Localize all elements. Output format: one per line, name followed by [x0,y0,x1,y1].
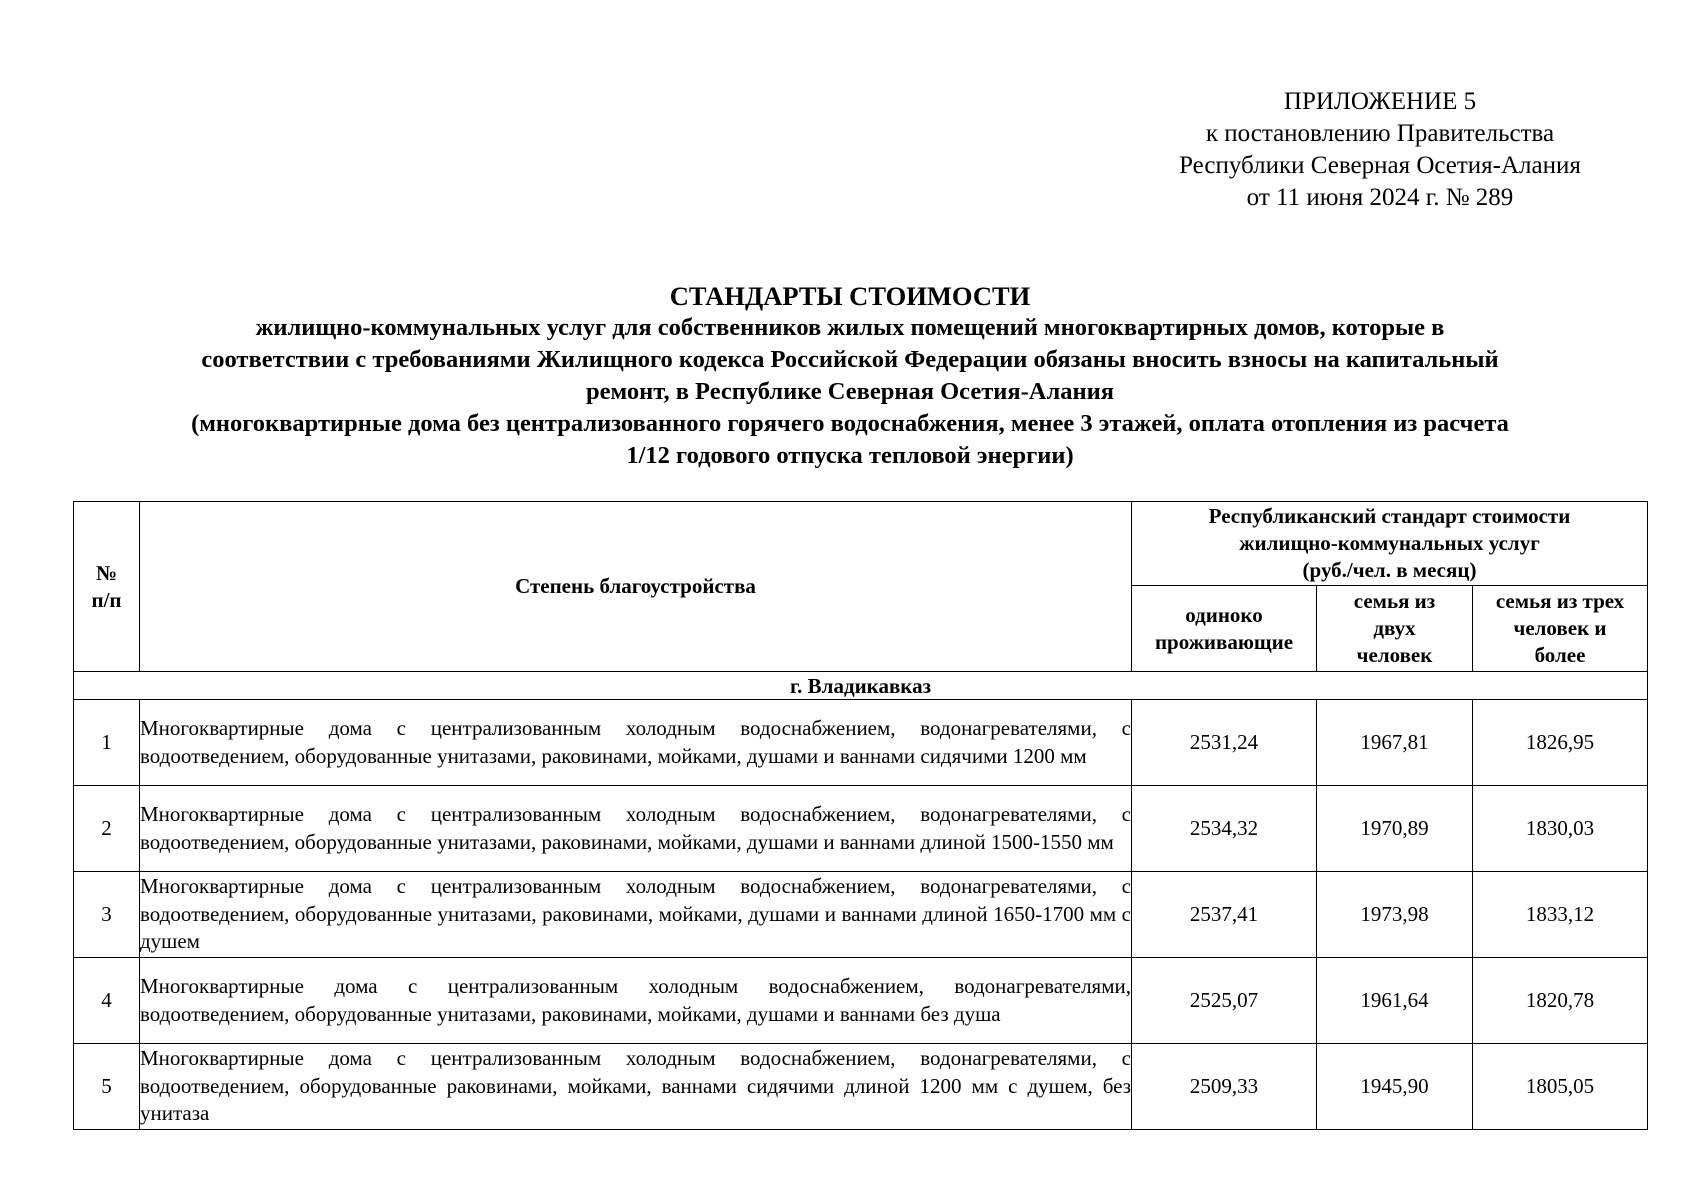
row-description: Многоквартирные дома с централизованным холодным водоснабжением, водонагревателями, с водоотведением, оборудованные раковинами, мойками, ваннами сидячими длиной 1200 мм с душем, без унитаза [140,1044,1132,1130]
region-row [74,672,1648,700]
region-label: г. Владикавказ [74,672,1648,700]
header-standard-line2: жилищно-коммунальных услуг [1239,531,1540,555]
header-number [74,502,140,672]
value-two: 1967,81 [1317,700,1473,786]
header-standard-line1: Республиканский стандарт стоимости [1208,504,1571,528]
appendix-date: от 11 июня 2024 г. № 289 [1246,184,1514,211]
header-degree: Степень благоустройства [140,502,1132,672]
table-row [74,1044,1648,1130]
value-single: 2525,07 [1132,958,1317,1044]
title-line-3: ремонт, в Республике Северная Осетия-Алания [586,378,1114,405]
header-two-line3: человек [1356,643,1433,667]
header-single [1132,586,1317,672]
appendix-reference: к постановлению Правительства [1205,120,1555,147]
row-number: 5 [74,1044,140,1130]
row-description: Многоквартирные дома с централизованным холодным водоснабжением, водонагревателями, с водоотведением, оборудованные унитазами, раковинами, мойками, душами и ваннами длиной 1500-1550 мм [140,786,1132,872]
header-two-line1: семья из [1353,589,1436,613]
value-three: 1805,05 [1473,1044,1648,1130]
header-single-line2: проживающие [1154,629,1294,654]
row-description: Многоквартирные дома с централизованным холодным водоснабжением, водонагревателями, водоотведением, оборудованные унитазами, раковинами, мойками, душами и ваннами без душа [140,958,1132,1044]
value-two: 1970,89 [1317,786,1473,872]
value-three: 1830,03 [1473,786,1648,872]
title-line-2: соответствии с требованиями Жилищного кодекса Российской Федерации обязаны вносить взносы на капитальный [201,346,1499,373]
table-row [74,700,1648,786]
row-number: 3 [74,872,140,958]
table-row [74,872,1648,958]
value-two: 1945,90 [1317,1044,1473,1130]
header-two [1317,586,1473,672]
header-standard [1132,502,1648,586]
appendix-title: ПРИЛОЖЕНИЕ 5 [1283,88,1477,115]
value-single: 2509,33 [1132,1044,1317,1130]
table-header-row [74,502,1648,586]
header-single-line1: одиноко [1185,602,1263,627]
value-two: 1973,98 [1317,872,1473,958]
title-line-1: жилищно-коммунальных услуг для собственников жилых помещений многоквартирных домов, которые в [255,314,1445,341]
document-title [60,280,1640,472]
row-number: 2 [74,786,140,872]
appendix-block [1100,86,1660,214]
title-line-5: 1/12 годового отпуска тепловой энергии) [626,442,1074,469]
header-standard-line3: (руб./чел. в месяц) [1302,558,1477,582]
value-three: 1820,78 [1473,958,1648,1044]
value-three: 1833,12 [1473,872,1648,958]
header-three-line2: человек и [1513,616,1607,640]
cost-standards-table [73,501,1648,1130]
value-three: 1826,95 [1473,700,1648,786]
appendix-authority: Республики Северная Осетия-Алания [1179,152,1581,179]
title-line-4: (многоквартирные дома без централизованного горячего водоснабжения, менее 3 этажей, оплата отопления из расчета [191,410,1509,437]
value-single: 2534,32 [1132,786,1317,872]
title-main: СТАНДАРТЫ СТОИМОСТИ [669,281,1031,311]
table-row [74,958,1648,1044]
header-three-line1: семья из трех [1495,589,1625,613]
header-three-line3: более [1534,643,1586,667]
header-number-line1: № [95,560,118,585]
row-number: 1 [74,700,140,786]
value-two: 1961,64 [1317,958,1473,1044]
value-single: 2537,41 [1132,872,1317,958]
row-description: Многоквартирные дома с централизованным холодным водоснабжением, водонагревателями, с водоотведением, оборудованные унитазами, раковинами, мойками, душами и ваннами длиной 1650-1700 мм с душем [140,872,1132,958]
row-number: 4 [74,958,140,1044]
header-two-line2: двух [1373,616,1416,640]
table-row [74,786,1648,872]
value-single: 2531,24 [1132,700,1317,786]
header-three [1473,586,1648,672]
header-number-line2: п/п [91,587,122,612]
row-description: Многоквартирные дома с централизованным холодным водоснабжением, водонагревателями, с водоотведением, оборудованные унитазами, раковинами, мойками, душами и ваннами сидячими 1200 мм [140,700,1132,786]
